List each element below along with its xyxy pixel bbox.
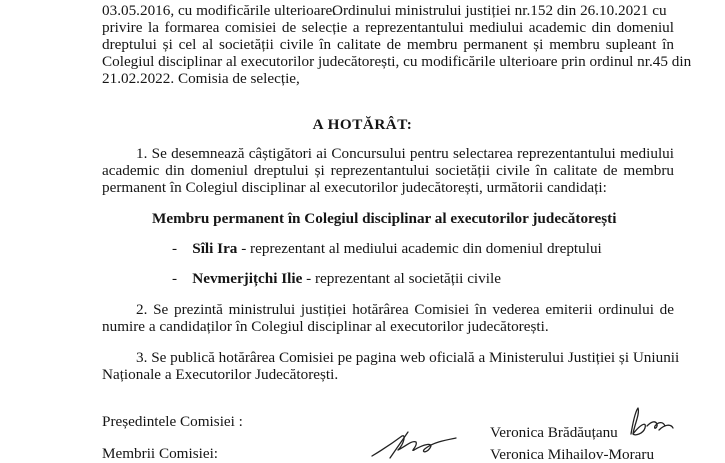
president-label: Președintele Comisiei :: [102, 413, 243, 430]
intro-line-1a: 03.05.2016, cu modificările ulterioare.: [102, 2, 337, 19]
decision-heading: A HOTĂRÂT:: [312, 116, 413, 133]
item-1-line-1: 1. Se desemnează câștigători ai Concursului pentru selectarea reprezentantului mediului: [136, 145, 674, 162]
president-signature: [625, 404, 675, 444]
candidate-description: - reprezentant al societății civile: [306, 270, 501, 287]
candidate-description: - reprezentant al mediului academic din domeniul dreptului: [241, 240, 602, 257]
candidate-row: [172, 270, 501, 287]
candidate-name: Sîli Ira: [192, 240, 238, 257]
intro-line-1b: Ordinului ministrului justiției nr.152 din 26.10.2021 cu: [332, 2, 667, 19]
position-subheading: Membru permanent în Colegiul disciplinar al executorilor judecătorești: [152, 210, 617, 227]
member-signature: [368, 428, 463, 460]
item-3-line-2: Naționale a Executorilor Judecătorești.: [102, 366, 339, 383]
item-2-line-2: numire a candidaților în Colegiul disciplinar al executorilor judecătorești.: [102, 318, 549, 335]
president-name: Veronica Brădăuțanu: [490, 424, 618, 441]
candidate-bullet: -: [172, 270, 178, 287]
member-name: Veronica Mihailov-Moraru: [490, 446, 655, 463]
item-3-line-1: 3. Se publică hotărârea Comisiei pe pagina web oficială a Ministerului Justiției și Uniunii: [136, 349, 680, 366]
intro-line-5: 21.02.2022. Comisia de selecție,: [102, 70, 300, 87]
intro-line-3: dreptului și cel al societății civile în calitate de membru permanent și membru supleant în: [102, 36, 674, 53]
candidate-row: [172, 240, 602, 257]
item-1-line-3: permanent în Colegiul disciplinar al executorilor judecătorești, următorii candidați:: [102, 179, 607, 196]
item-1-line-2: academic din domeniul dreptului și reprezentantului societății civile în calitate de membru: [102, 162, 674, 179]
intro-line-4: Colegiul disciplinar al executorilor judecătorești, cu modificările ulterioare prin ordinul nr.45 din: [102, 53, 692, 70]
intro-line-2: privire la formarea comisiei de selecție a reprezentantului mediului academic din domeniul: [102, 19, 674, 36]
candidate-bullet: -: [172, 240, 178, 257]
item-2-line-1: 2. Se prezintă ministrului justiției hotărârea Comisiei în vederea emiterii ordinului de: [136, 301, 674, 318]
candidate-name: Nevmerjițchi Ilie: [192, 270, 303, 287]
members-label: Membrii Comisiei:: [102, 445, 219, 462]
